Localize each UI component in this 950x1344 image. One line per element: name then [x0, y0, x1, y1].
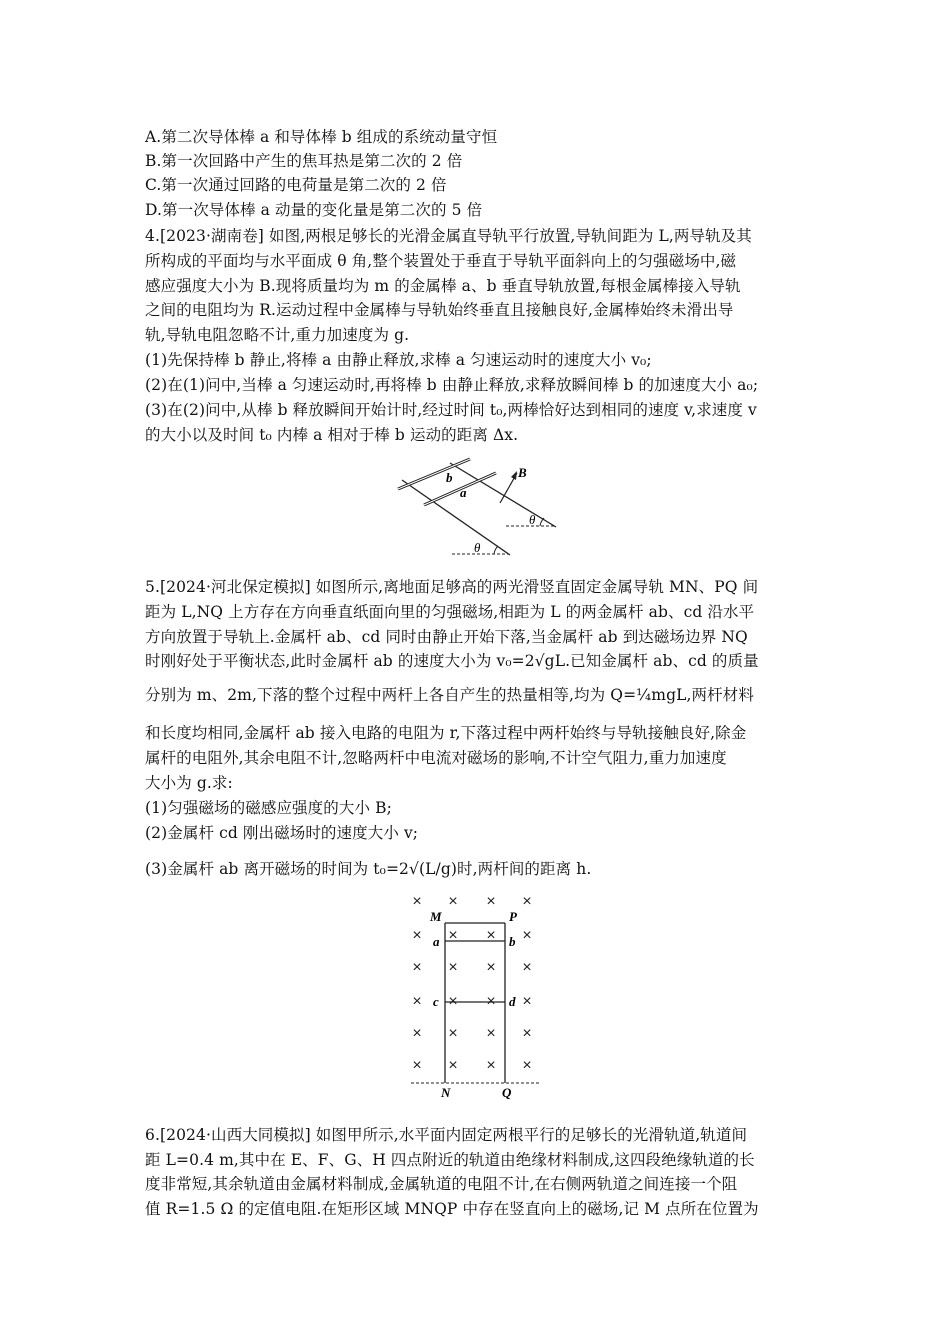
- field-cross-mark: ×: [448, 993, 458, 1010]
- q4-line: 所构成的平面均与水平面成 θ 角,整个装置处于垂直于导轨平面斜向上的匀强磁场中,磁: [145, 252, 737, 270]
- q4-line: (2)在(1)问中,当棒 a 匀速运动时,再将棒 b 由静止释放,求释放瞬间棒 b 的加速度大小 a₀;: [145, 376, 759, 394]
- field-cross-mark: ×: [448, 1057, 458, 1074]
- field-cross-mark: ×: [522, 959, 532, 976]
- field-cross-mark: ×: [486, 927, 496, 944]
- field-cross-mark: ×: [412, 993, 422, 1010]
- q4-line: 4.[2023·湖南卷] 如图,两根足够长的光滑金属直导轨平行放置,导轨间距为 L,两导轨及其: [145, 227, 752, 245]
- label-a: a: [433, 934, 440, 949]
- q5-line: 5.[2024·河北保定模拟] 如图所示,离地面足够高的两光滑竖直固定金属导轨 MN、PQ 间: [145, 578, 759, 596]
- field-cross-mark: ×: [412, 959, 422, 976]
- label-M: M: [430, 909, 442, 924]
- field-cross-mark: ×: [448, 959, 458, 976]
- q5-vertical-rails-figure: [405, 888, 550, 1100]
- q5-line: 距为 L,NQ 上方存在方向垂直纸面向里的匀强磁场,相距为 L 的两金属杆 ab、cd 沿水平: [145, 603, 755, 621]
- field-cross-mark: ×: [412, 927, 422, 944]
- q4-line: 感应强度大小为 B.现将质量均为 m 的金属棒 a、b 垂直导轨放置,每根金属棒接入导轨: [145, 277, 741, 295]
- option-a: A.第二次导体棒 a 和导体棒 b 组成的系统动量守恒: [145, 128, 498, 146]
- field-cross-mark: ×: [486, 959, 496, 976]
- q4-line: 之间的电阻均为 R.运动过程中金属棒与导轨始终垂直且接触良好,金属棒始终未滑出导: [145, 301, 734, 319]
- q4-line: 的大小以及时间 t₀ 内棒 a 相对于棒 b 运动的距离 Δx.: [145, 426, 519, 444]
- q6-line: 距 L=0.4 m,其中在 E、F、G、H 四点附近的轨道由绝缘材料制成,这四段绝缘轨道的长: [145, 1151, 755, 1169]
- field-cross-mark: ×: [486, 1057, 496, 1074]
- label-Q: Q: [502, 1085, 512, 1100]
- field-cross-mark: ×: [448, 1025, 458, 1042]
- label-b: b: [446, 470, 453, 485]
- q5-line: 属杆的电阻外,其余电阻不计,忽略两杆中电流对磁场的影响,不计空气阻力,重力加速度: [145, 749, 727, 767]
- q6-line: 度非常短,其余轨道由金属材料制成,金属轨道的电阻不计,在右侧两轨道之间连接一个阻: [145, 1175, 738, 1193]
- q5-line: 时刚好处于平衡状态,此时金属杆 ab 的速度大小为 v₀=2√gL.已知金属杆 ab、cd 的质量: [145, 652, 759, 670]
- field-cross-mark: ×: [412, 1025, 422, 1042]
- label-d: d: [509, 994, 516, 1009]
- q4-line: (3)在(2)问中,从棒 b 释放瞬间开始计时,经过时间 t₀,两棒恰好达到相同的速度 v,求速度 v: [145, 401, 757, 419]
- q5-line: 分别为 m、2m,下落的整个过程中两杆上各自产生的热量相等,均为 Q=¼mgL,两杆材料: [145, 686, 754, 704]
- q5-line: 方向放置于导轨上.金属杆 ab、cd 同时由静止开始下落,当金属杆 ab 到达磁场边界 NQ: [145, 628, 748, 646]
- field-cross-mark: ×: [486, 1025, 496, 1042]
- option-c: C.第一次通过回路的电荷量是第二次的 2 倍: [145, 176, 447, 194]
- field-cross-mark: ×: [486, 893, 496, 910]
- q5-line: (1)匀强磁场的磁感应强度的大小 B;: [145, 799, 392, 817]
- field-cross-mark: ×: [522, 893, 532, 910]
- q4-incline-figure: [390, 455, 570, 560]
- field-cross-mark: ×: [412, 1057, 422, 1074]
- field-cross-mark: ×: [522, 1057, 532, 1074]
- field-cross-mark: ×: [522, 927, 532, 944]
- label-b: b: [509, 934, 516, 949]
- field-cross-mark: ×: [522, 1025, 532, 1042]
- field-cross-mark: ×: [448, 927, 458, 944]
- field-cross-mark: ×: [486, 993, 496, 1010]
- label-theta-1: θ: [529, 512, 536, 527]
- label-B: B: [518, 465, 527, 480]
- q6-line: 6.[2024·山西大同模拟] 如图甲所示,水平面内固定两根平行的足够长的光滑轨道,轨道间: [145, 1126, 748, 1144]
- field-cross-mark: ×: [522, 993, 532, 1010]
- q4-line: 轨,导轨电阻忽略不计,重力加速度为 g.: [145, 326, 410, 344]
- field-cross-mark: ×: [448, 893, 458, 910]
- q4-line: (1)先保持棒 b 静止,将棒 a 由静止释放,求棒 a 匀速运动时的速度大小 v₀;: [145, 351, 652, 369]
- q5-line: (2)金属杆 cd 刚出磁场时的速度大小 v;: [145, 824, 419, 842]
- q6-line: 值 R=1.5 Ω 的定值电阻.在矩形区域 MNQP 中存在竖直向上的磁场,记 M 点所在位置为: [145, 1200, 759, 1218]
- label-c: c: [433, 994, 439, 1009]
- label-theta-2: θ: [474, 540, 481, 555]
- q5-line: 和长度均相同,金属杆 ab 接入电路的电阻为 r,下落过程中两杆始终与导轨接触良好,除金: [145, 724, 747, 742]
- field-cross-mark: ×: [412, 893, 422, 910]
- label-N: N: [441, 1085, 451, 1100]
- q5-line: 大小为 g.求:: [145, 774, 233, 792]
- q5-line: (3)金属杆 ab 离开磁场的时间为 t₀=2√(L/g)时,两杆间的距离 h.: [145, 860, 592, 878]
- label-a: a: [460, 485, 467, 500]
- label-P: P: [509, 909, 517, 924]
- option-b: B.第一次回路中产生的焦耳热是第二次的 2 倍: [145, 152, 463, 170]
- option-d: D.第一次导体棒 a 动量的变化量是第二次的 5 倍: [145, 201, 483, 219]
